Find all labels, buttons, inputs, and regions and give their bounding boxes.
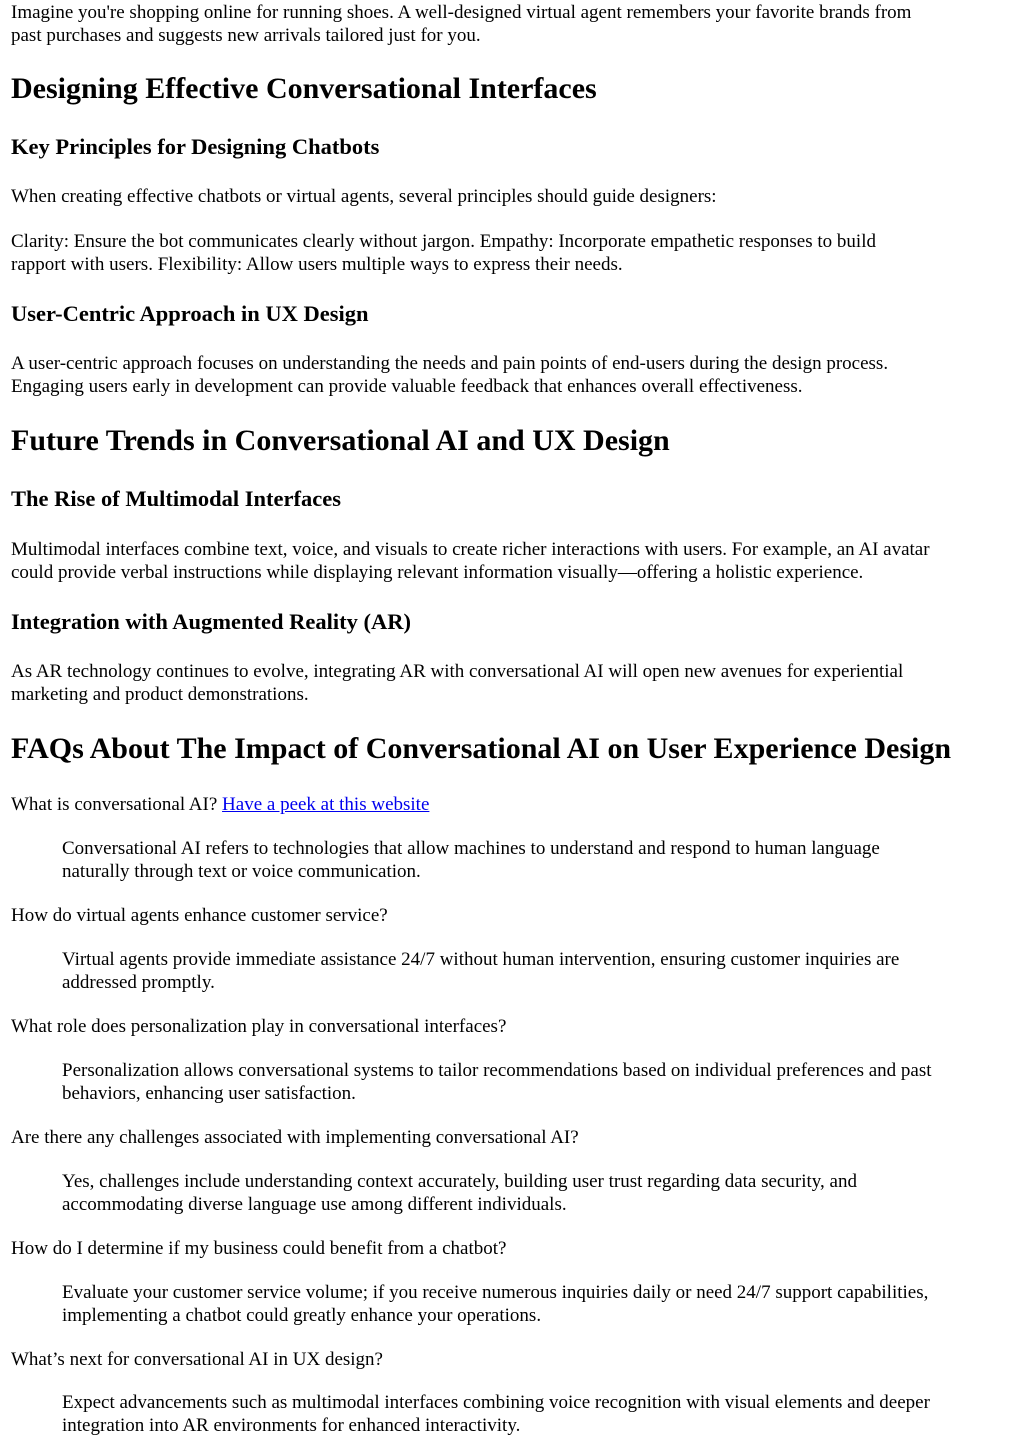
intro-paragraph	[11, 1, 1014, 47]
faq-answer	[62, 1059, 1014, 1105]
user-centric-line: Engaging users early in development can provide valuable feedback that enhances overall effectiveness.	[11, 376, 803, 397]
user-centric-paragraph	[11, 352, 1014, 398]
heading-designing: Designing Effective Conversational Interfaces	[11, 72, 597, 105]
faq-answer-line: Conversational AI refers to technologies that allow machines to understand and respond to human language	[62, 838, 880, 859]
faq-question: What’s next for conversational AI in UX design?	[11, 1349, 383, 1370]
multimodal-line: could provide verbal instructions while displaying relevant information visually—offering a holistic experience.	[11, 562, 864, 583]
user-centric-line: A user-centric approach focuses on understanding the needs and pain points of end-users during the design process.	[11, 353, 889, 374]
heading-faqs: FAQs About The Impact of Conversational AI on User Experience Design	[11, 732, 952, 765]
faq-answer	[62, 1170, 1014, 1216]
faq-answer-line: Evaluate your customer service volume; if you receive numerous inquiries daily or need 24/7 support capabilities,	[62, 1282, 929, 1303]
heading-key-principles: Key Principles for Designing Chatbots	[11, 134, 380, 159]
key-principles-intro: When creating effective chatbots or virtual agents, several principles should guide designers:	[11, 186, 717, 207]
faq-answer	[62, 1391, 1014, 1437]
key-principles-line: Clarity: Ensure the bot communicates clearly without jargon. Empathy: Incorporate empathetic responses to build	[11, 231, 876, 252]
faq-answer-line: accommodating diverse language use among different individuals.	[62, 1194, 567, 1215]
faq-question: How do I determine if my business could benefit from a chatbot?	[11, 1238, 507, 1259]
heading-future-trends: Future Trends in Conversational AI and UX Design	[11, 424, 670, 457]
website-link[interactable]: Have a peek at this website	[222, 794, 430, 815]
ar-paragraph	[11, 660, 1014, 706]
faq-answer-line: naturally through text or voice communication.	[62, 861, 421, 882]
faq-answer-line: implementing a chatbot could greatly enhance your operations.	[62, 1305, 542, 1326]
faq-question: What role does personalization play in conversational interfaces?	[11, 1016, 507, 1037]
faq-answer-line: behaviors, enhancing user satisfaction.	[62, 1083, 356, 1104]
heading-ar-integration: Integration with Augmented Reality (AR)	[11, 609, 411, 634]
key-principles-list	[11, 230, 1014, 276]
faq-answer-line: Virtual agents provide immediate assistance 24/7 without human intervention, ensuring customer inquiries are	[62, 949, 900, 970]
faq-answer-line: integration into AR environments for enhanced interactivity.	[62, 1415, 521, 1436]
faq-answer-line: addressed promptly.	[62, 972, 215, 993]
faq-answer	[62, 1281, 1014, 1327]
key-principles-line: rapport with users. Flexibility: Allow users multiple ways to express their needs.	[11, 254, 623, 275]
intro-line: Imagine you're shopping online for running shoes. A well-designed virtual agent remembers your favorite brands from	[11, 2, 912, 23]
faq-answer-line: Expect advancements such as multimodal interfaces combining voice recognition with visual elements and deeper	[62, 1392, 930, 1413]
heading-multimodal: The Rise of Multimodal Interfaces	[11, 486, 341, 511]
faq-question-text: What is conversational AI?	[11, 794, 218, 815]
multimodal-line: Multimodal interfaces combine text, voice, and visuals to create richer interactions with users. For example, an AI avatar	[11, 539, 930, 560]
intro-line: past purchases and suggests new arrivals tailored just for you.	[11, 25, 481, 46]
ar-line: marketing and product demonstrations.	[11, 684, 309, 705]
faq-question: How do virtual agents enhance customer service?	[11, 905, 388, 926]
heading-user-centric: User-Centric Approach in UX Design	[11, 301, 369, 326]
faq-answer-line: Yes, challenges include understanding context accurately, building user trust regarding data security, and	[62, 1171, 857, 1192]
faq-question: Are there any challenges associated with implementing conversational AI?	[11, 1127, 579, 1148]
faq-answer-line: Personalization allows conversational systems to tailor recommendations based on individual preferences and past	[62, 1060, 932, 1081]
faq-question	[11, 793, 1014, 816]
faq-answer	[62, 837, 1014, 883]
multimodal-paragraph	[11, 538, 1014, 584]
faq-answer	[62, 948, 1014, 994]
ar-line: As AR technology continues to evolve, integrating AR with conversational AI will open new avenues for experiential	[11, 661, 904, 682]
